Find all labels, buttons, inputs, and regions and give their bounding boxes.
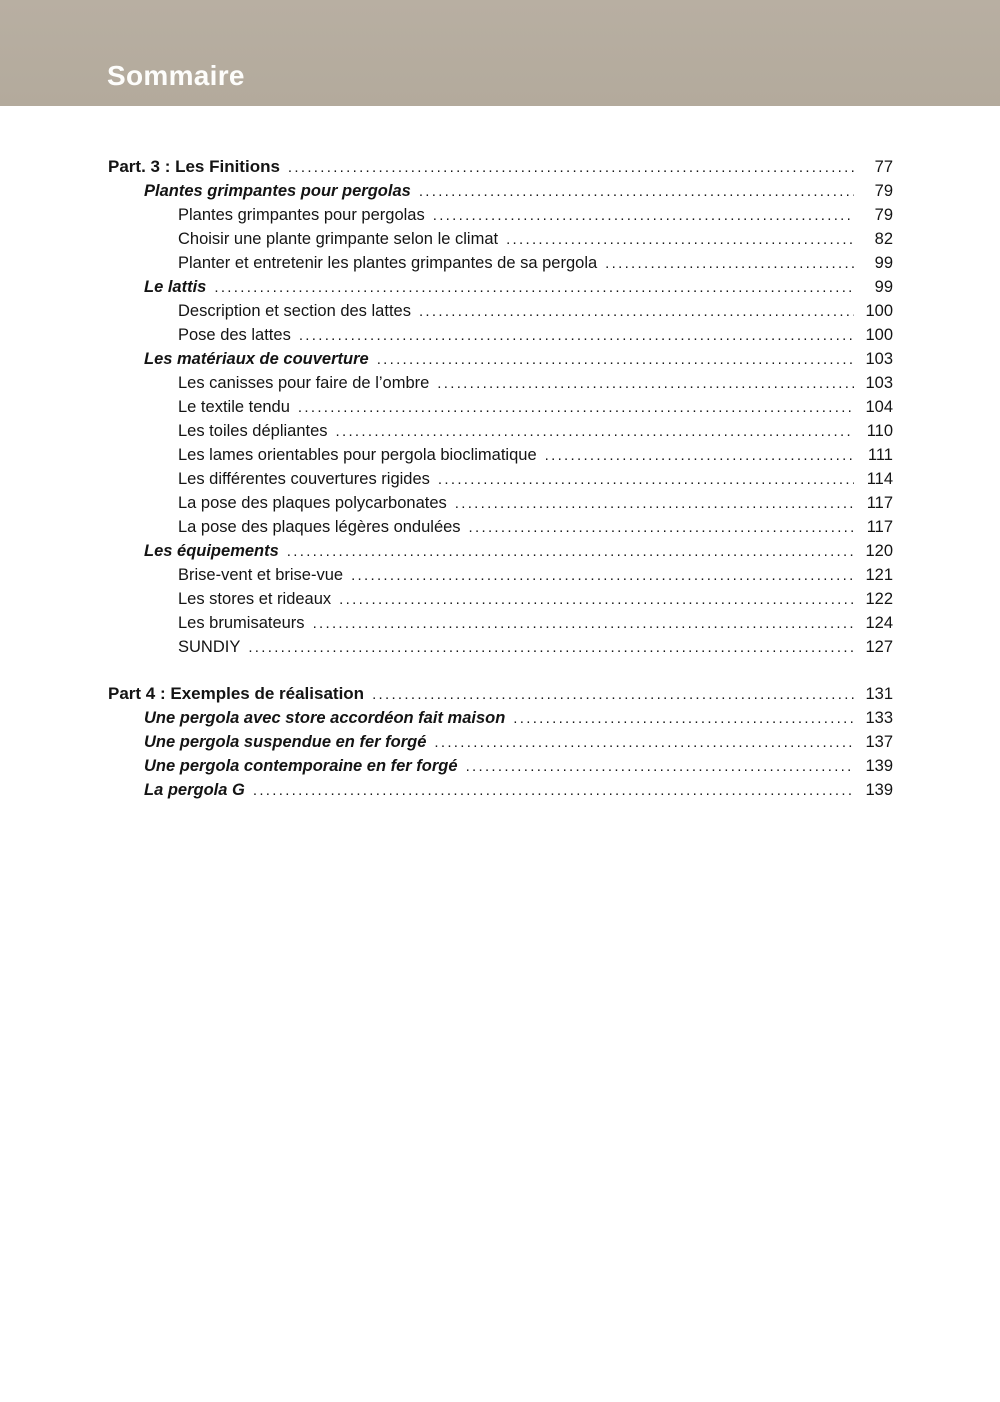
toc-entry-page-number: 77 bbox=[874, 158, 893, 176]
toc-entry-page-number: 117 bbox=[866, 518, 893, 536]
toc-entry-page-number: 117 bbox=[866, 494, 893, 512]
toc-entry-label: La pergola G bbox=[144, 781, 245, 799]
toc-entry-label: Les brumisateurs bbox=[178, 614, 305, 632]
dot-leader bbox=[513, 707, 854, 731]
toc-entry bbox=[108, 754, 893, 778]
toc-entry-label: Plantes grimpantes pour pergolas bbox=[144, 182, 411, 200]
toc-entry-label: Planter et entretenir les plantes grimpantes de sa pergola bbox=[178, 254, 598, 272]
toc-entry bbox=[108, 539, 893, 563]
toc-entry bbox=[108, 611, 893, 635]
toc-entry-label: Plantes grimpantes pour pergolas bbox=[178, 206, 425, 224]
dot-leader bbox=[372, 683, 854, 707]
toc-entry-page-number: 133 bbox=[865, 709, 893, 727]
toc-entry bbox=[108, 419, 893, 443]
toc-entry bbox=[108, 491, 893, 515]
dot-leader bbox=[434, 731, 854, 755]
dot-leader bbox=[377, 348, 854, 372]
dot-leader bbox=[466, 755, 854, 779]
toc-entry bbox=[108, 563, 893, 587]
toc-entry bbox=[108, 299, 893, 323]
toc-entry-label: Description et section des lattes bbox=[178, 302, 411, 320]
toc-entry-page-number: 82 bbox=[874, 230, 893, 248]
dot-leader bbox=[545, 444, 854, 468]
toc-entry-page-number: 99 bbox=[874, 254, 893, 272]
toc-entry-page-number: 104 bbox=[865, 398, 893, 416]
dot-leader bbox=[248, 636, 854, 660]
toc-entry bbox=[108, 179, 893, 203]
dot-leader bbox=[605, 252, 854, 276]
toc-entry bbox=[108, 682, 893, 706]
toc-entry bbox=[108, 515, 893, 539]
toc-entry-page-number: 103 bbox=[865, 350, 893, 368]
toc-entry-page-number: 131 bbox=[865, 685, 893, 703]
toc-entry-label: La pose des plaques légères ondulées bbox=[178, 518, 461, 536]
dot-leader bbox=[469, 516, 854, 540]
toc-entry-page-number: 79 bbox=[874, 206, 893, 224]
toc-entry bbox=[108, 778, 893, 802]
toc-entry-label: Choisir une plante grimpante selon le climat bbox=[178, 230, 499, 248]
toc-entry-page-number: 79 bbox=[874, 182, 893, 200]
toc-entry-label: Une pergola contemporaine en fer forgé bbox=[144, 757, 458, 775]
toc-entry-page-number: 127 bbox=[865, 638, 893, 656]
toc-entry bbox=[108, 347, 893, 371]
toc-entry-label: Une pergola avec store accordéon fait maison bbox=[144, 709, 506, 727]
toc-entry-label: SUNDIY bbox=[178, 638, 241, 656]
toc-entry bbox=[108, 227, 893, 251]
dot-leader bbox=[455, 492, 854, 516]
toc-list bbox=[108, 155, 893, 802]
toc-entry-label: La pose des plaques polycarbonates bbox=[178, 494, 447, 512]
toc-entry-label: Les équipements bbox=[144, 542, 279, 560]
dot-leader bbox=[298, 396, 854, 420]
toc-entry bbox=[108, 371, 893, 395]
toc-entry-label: Le lattis bbox=[144, 278, 207, 296]
toc-entry-label: Les différentes couvertures rigides bbox=[178, 470, 430, 488]
table-of-contents bbox=[108, 155, 893, 802]
toc-entry-label: Le textile tendu bbox=[178, 398, 290, 416]
toc-entry bbox=[108, 155, 893, 179]
dot-leader bbox=[253, 779, 854, 803]
dot-leader bbox=[288, 156, 854, 180]
toc-entry-page-number: 137 bbox=[865, 733, 893, 751]
toc-entry-page-number: 110 bbox=[866, 422, 893, 440]
toc-entry-page-number: 99 bbox=[874, 278, 893, 296]
toc-entry-page-number: 103 bbox=[865, 374, 893, 392]
dot-leader bbox=[339, 588, 854, 612]
toc-entry bbox=[108, 443, 893, 467]
toc-entry-page-number: 122 bbox=[865, 590, 893, 608]
page-header-band bbox=[0, 0, 1000, 106]
toc-entry-label: Part. 3 : Les Finitions bbox=[108, 157, 280, 176]
toc-entry-label: Pose des lattes bbox=[178, 326, 291, 344]
toc-entry-page-number: 139 bbox=[865, 781, 893, 799]
dot-leader bbox=[351, 564, 854, 588]
toc-entry-page-number: 114 bbox=[866, 470, 893, 488]
dot-leader bbox=[433, 204, 854, 228]
toc-entry-page-number: 121 bbox=[865, 566, 893, 584]
toc-entry bbox=[108, 275, 893, 299]
dot-leader bbox=[438, 468, 854, 492]
toc-entry-label: Les matériaux de couverture bbox=[144, 350, 369, 368]
toc-entry-page-number: 111 bbox=[867, 446, 893, 464]
dot-leader bbox=[313, 612, 854, 636]
toc-entry-label: Part 4 : Exemples de réalisation bbox=[108, 684, 365, 703]
toc-entry bbox=[108, 467, 893, 491]
toc-entry-label: Brise-vent et brise-vue bbox=[178, 566, 344, 584]
toc-entry-page-number: 100 bbox=[865, 326, 893, 344]
toc-entry-label: Les canisses pour faire de l’ombre bbox=[178, 374, 430, 392]
toc-entry-label: Une pergola suspendue en fer forgé bbox=[144, 733, 427, 751]
toc-entry-page-number: 120 bbox=[865, 542, 893, 560]
dot-leader bbox=[506, 228, 854, 252]
toc-entry bbox=[108, 203, 893, 227]
dot-leader bbox=[419, 180, 854, 204]
dot-leader bbox=[287, 540, 854, 564]
toc-entry-page-number: 124 bbox=[865, 614, 893, 632]
toc-entry bbox=[108, 587, 893, 611]
dot-leader bbox=[419, 300, 854, 324]
toc-entry-label: Les toiles dépliantes bbox=[178, 422, 328, 440]
toc-entry bbox=[108, 730, 893, 754]
toc-entry bbox=[108, 706, 893, 730]
toc-entry-page-number: 139 bbox=[865, 757, 893, 775]
toc-entry-label: Les stores et rideaux bbox=[178, 590, 332, 608]
toc-entry bbox=[108, 635, 893, 659]
toc-entry-page-number: 100 bbox=[865, 302, 893, 320]
dot-leader bbox=[336, 420, 854, 444]
page-title: Sommaire bbox=[107, 60, 245, 91]
dot-leader bbox=[214, 276, 854, 300]
dot-leader bbox=[437, 372, 854, 396]
toc-entry bbox=[108, 323, 893, 347]
toc-entry bbox=[108, 395, 893, 419]
toc-entry bbox=[108, 251, 893, 275]
dot-leader bbox=[299, 324, 854, 348]
toc-entry-label: Les lames orientables pour pergola bioclimatique bbox=[178, 446, 537, 464]
